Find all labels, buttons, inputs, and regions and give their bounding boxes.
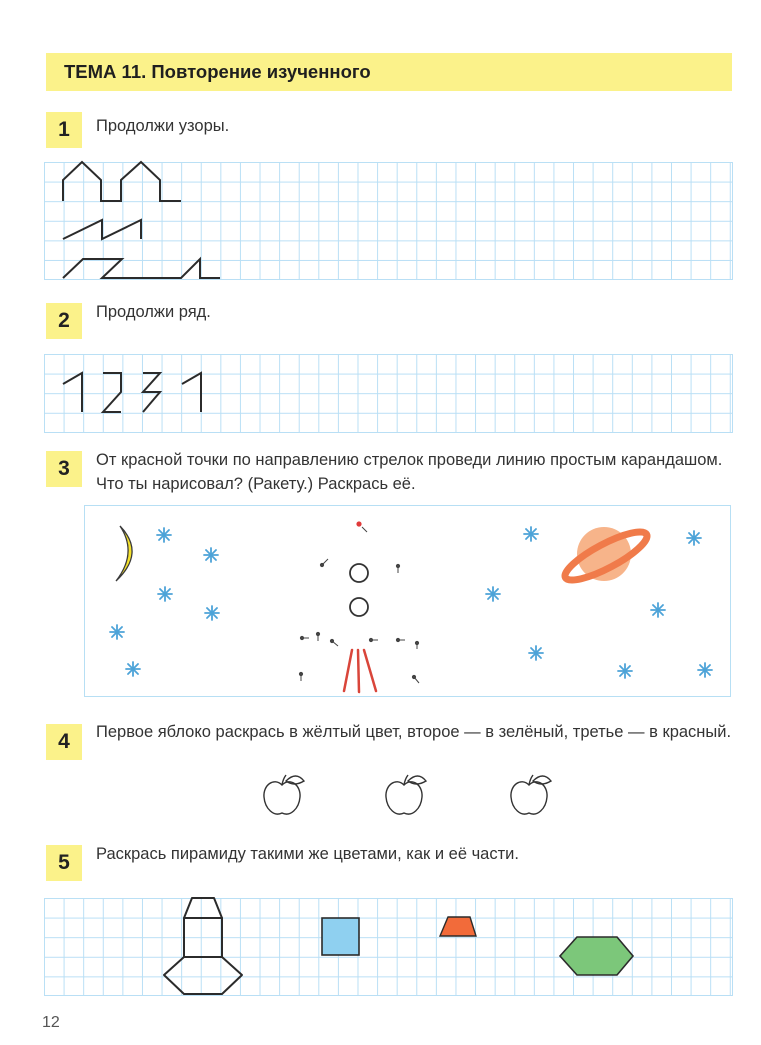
task-3-number: 3 <box>46 451 82 487</box>
orange-trapezoid <box>440 917 476 936</box>
task-3-text: От красной точки по направлению стрелок проведи линию простым карандашом. Что ты нарисовал? (Ракету.) Раскрась её. <box>96 451 723 493</box>
task-5-text: Раскрась пирамиду такими же цветами, как и её части. <box>96 845 519 863</box>
task-1-text: Продолжи узоры. <box>96 117 230 135</box>
blue-square <box>322 918 359 955</box>
task-1-number: 1 <box>46 112 82 148</box>
task-5-number: 5 <box>46 845 82 881</box>
page-number: 12 <box>42 1014 60 1031</box>
task-4-text: Первое яблоко раскрась в жёлтый цвет, второе — в зелёный, третье — в красный. <box>96 723 732 741</box>
task-4-number: 4 <box>46 724 82 760</box>
green-hexagon <box>560 937 633 975</box>
task-2-text: Продолжи ряд. <box>96 303 211 321</box>
topic-title: ТЕМА 11. Повторение изученного <box>64 61 371 82</box>
pyramid-outline <box>164 898 242 994</box>
task-2-number: 2 <box>46 303 82 339</box>
